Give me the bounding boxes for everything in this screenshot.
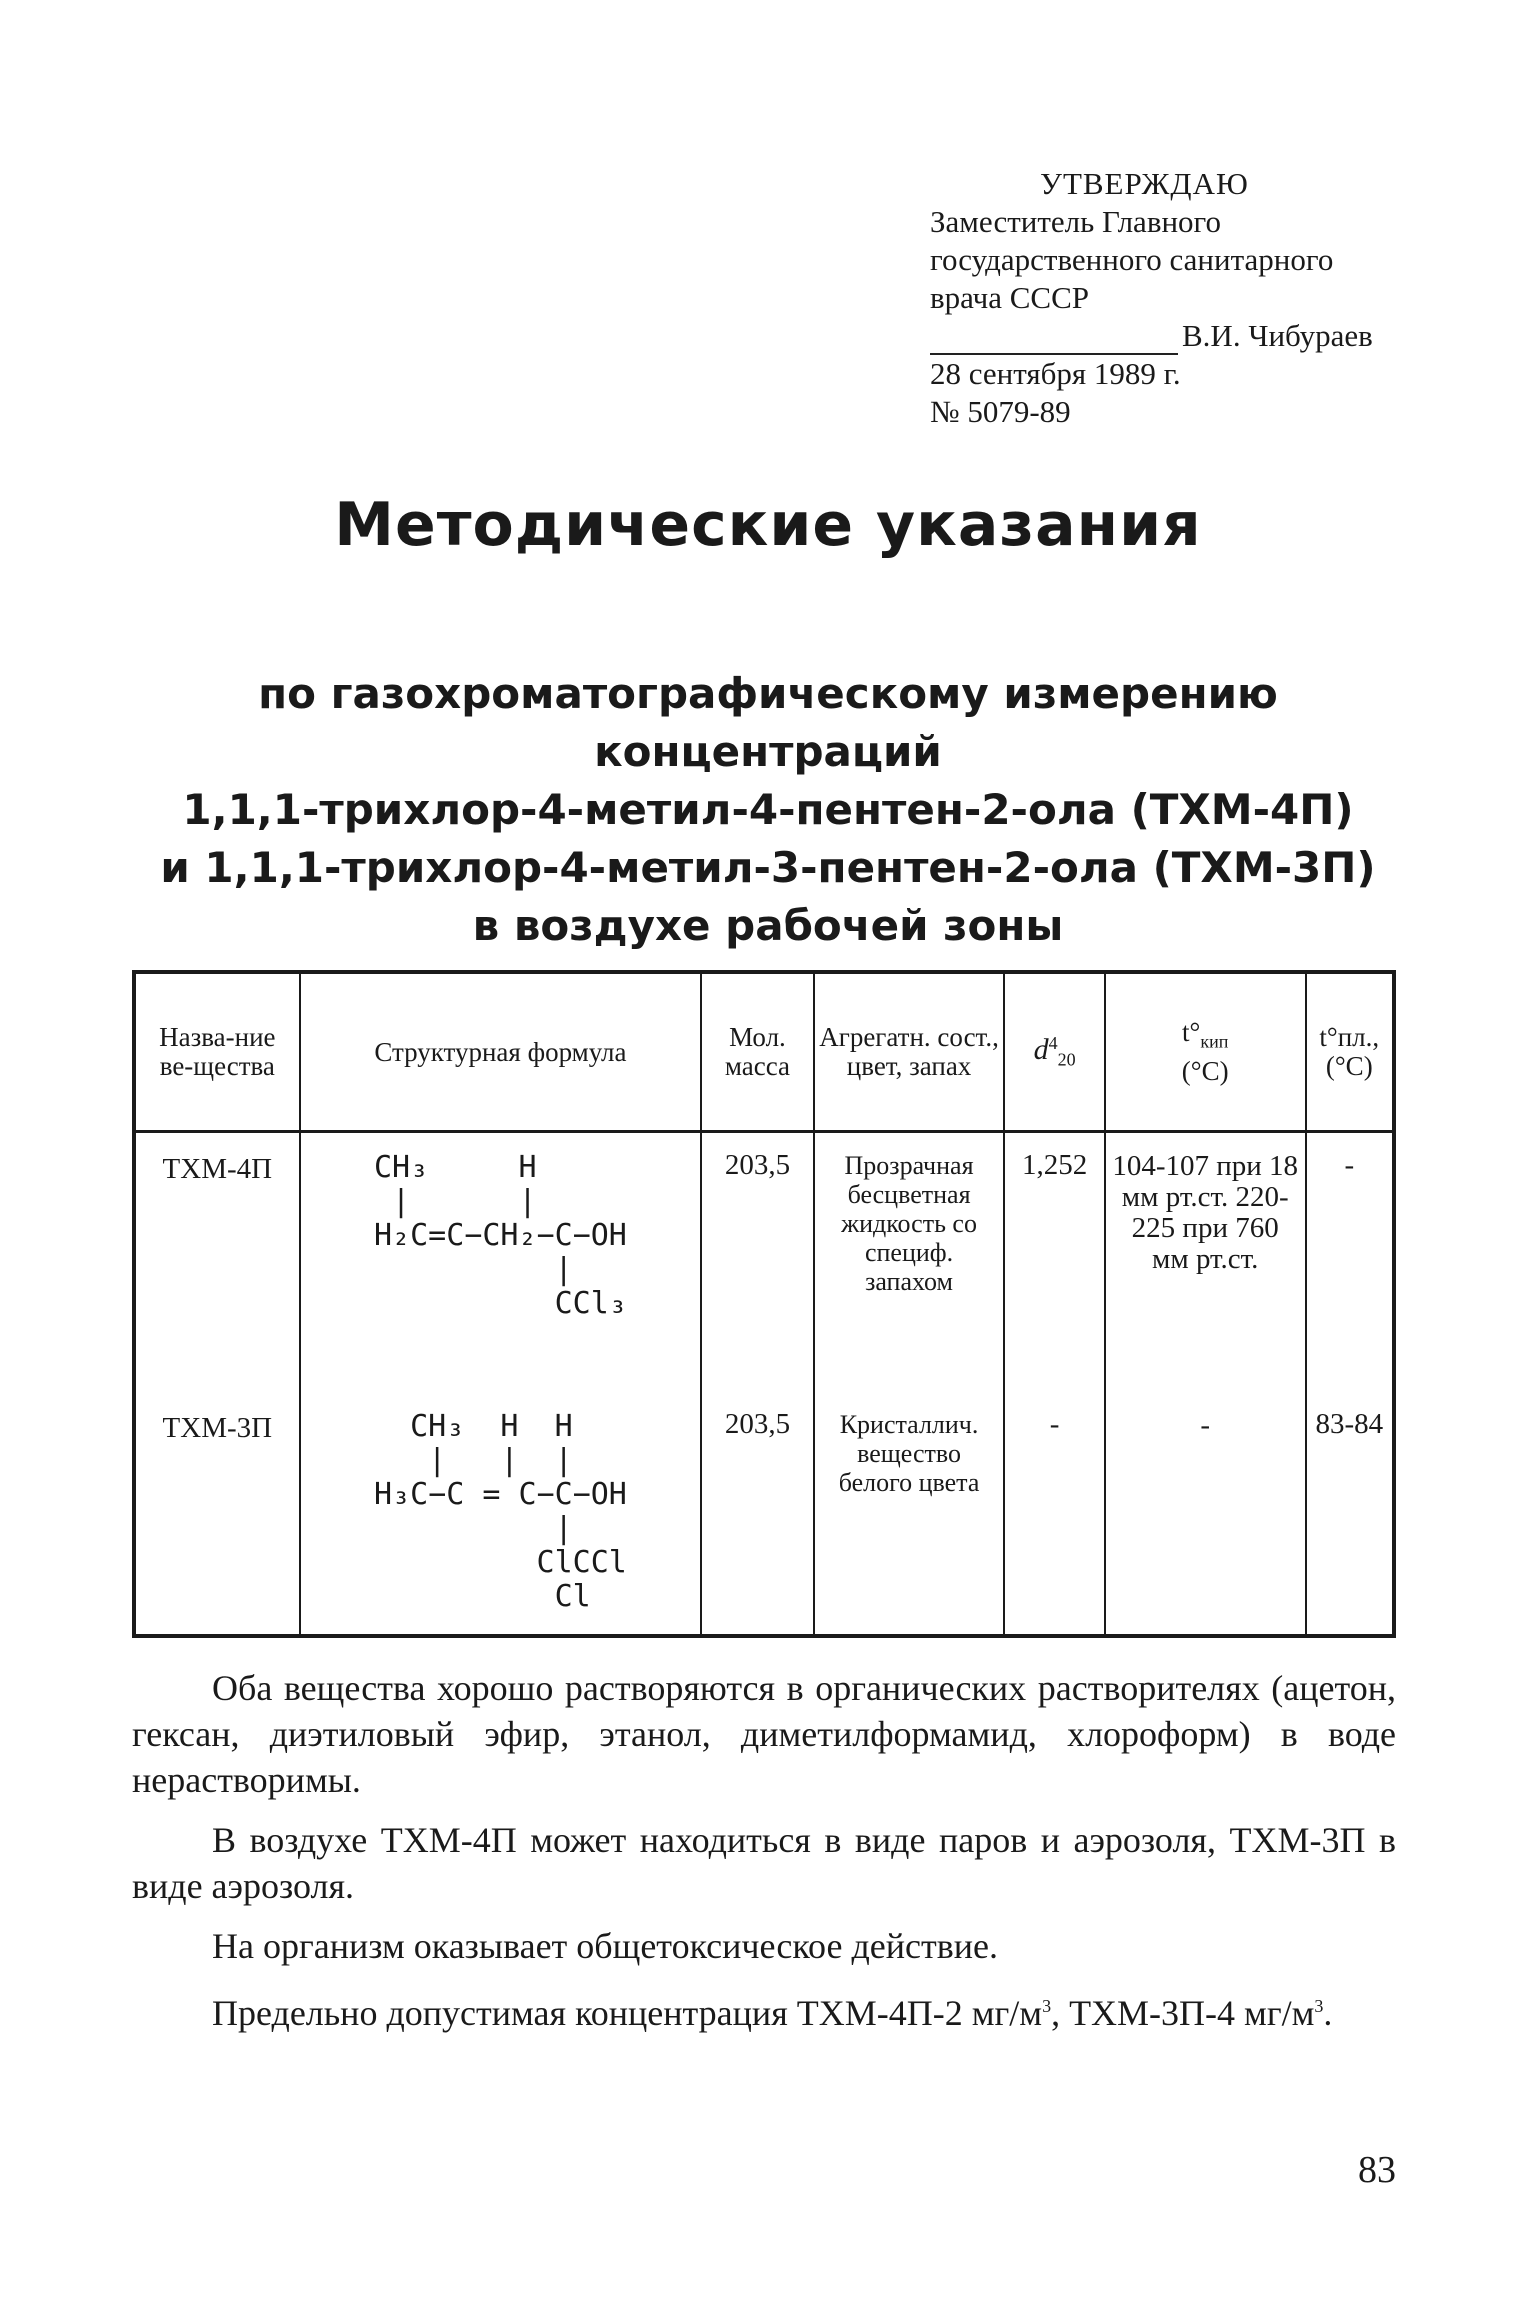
cell-name: ТХМ-4П [134, 1132, 300, 1392]
subtitle-line: 1,1,1-трихлор-4-метил-4-пентен-2-ола (ТХМ-4П) [182, 785, 1354, 834]
cell-boiling-point: 104-107 при 18 мм рт.ст. 220-225 при 760 мм рт.ст. [1105, 1132, 1306, 1392]
mpc-text: Предельно допустимая концентрация ТХМ-4П-2 мг/м [212, 1993, 1043, 2033]
structural-formula: CH₃ H H | | | H₃C−C = C−C−OH | ClCCl Cl [374, 1408, 627, 1614]
cell-name: ТХМ-3П [134, 1392, 300, 1637]
signer-name: В.И. Чибураев [1182, 318, 1373, 353]
table-row [134, 1392, 1394, 1637]
signature-line [930, 317, 1400, 355]
mpc-paragraph [132, 1983, 1396, 2036]
header-state: Агрегатн. сост., цвет, запах [814, 972, 1005, 1132]
mpc-text: , ТХМ-3П-4 мг/м [1051, 1993, 1315, 2033]
header-name: Назва-ние ве-щества [134, 972, 300, 1132]
cell-density: 1,252 [1004, 1132, 1104, 1392]
cell-formula [300, 1392, 702, 1637]
paragraph: На организм оказывает общетоксическое действие. [212, 1926, 998, 1966]
approval-number: № 5079-89 [930, 394, 1071, 429]
paragraph: Оба вещества хорошо растворяются в органических растворителях (ацетон, гексан, диэтиловый эфир, этанол, диметилформамид, хлороформ) в воде нерастворимы. [132, 1668, 1396, 1800]
approval-line: государственного санитарного [930, 242, 1334, 277]
signature-blank [930, 325, 1178, 355]
table-row [134, 1132, 1394, 1392]
mpc-text: . [1323, 1993, 1333, 2033]
approval-line: Заместитель Главного [930, 204, 1221, 239]
header-melting-point: t°пл., (°C) [1306, 972, 1394, 1132]
mpc-exponent: 3 [1314, 1996, 1324, 2016]
subtitle-line: по газохроматографическому измерению [258, 669, 1278, 718]
header-boiling-point [1105, 972, 1306, 1132]
cell-boiling-point: - [1105, 1392, 1306, 1637]
cell-molar-mass: 203,5 [701, 1132, 813, 1392]
cell-density: - [1004, 1392, 1104, 1637]
boil-symbol: t° [1182, 1017, 1201, 1048]
cell-state: Кристаллич. вещество белого цвета [814, 1392, 1005, 1637]
mpc-exponent: 3 [1042, 1996, 1052, 2016]
density-symbol: d [1033, 1033, 1049, 1067]
density-sup: 4 [1048, 1033, 1058, 1054]
header-molar-mass: Мол. масса [701, 972, 813, 1132]
approval-date: 28 сентября 1989 г. [930, 356, 1181, 391]
subtitle-line: концентраций [594, 727, 942, 776]
subtitle-line: в воздухе рабочей зоны [472, 901, 1064, 950]
properties-table [132, 970, 1396, 1638]
structural-formula: CH₃ H | | H₂C=C−CH₂−C−OH | CCl₃ [374, 1150, 627, 1321]
header-formula: Структурная формула [300, 972, 702, 1132]
cell-state: Прозрачная бесцветная жидкость со специф. запахом [814, 1132, 1005, 1392]
body-text [132, 1665, 1396, 2050]
approval-line: врача СССР [930, 280, 1090, 315]
table-header-row [134, 972, 1394, 1132]
paragraph: В воздухе ТХМ-4П может находиться в виде паров и аэрозоля, ТХМ-3П в виде аэрозоля. [132, 1820, 1396, 1906]
header-density [1004, 972, 1104, 1132]
subtitle-line: и 1,1,1-трихлор-4-метил-3-пентен-2-ола (ТХМ-3П) [160, 843, 1376, 892]
cell-formula [300, 1132, 702, 1392]
cell-molar-mass: 203,5 [701, 1392, 813, 1637]
approval-block [930, 165, 1400, 431]
cell-melting-point: - [1306, 1132, 1394, 1392]
document-subtitle [100, 665, 1436, 955]
density-sub: 20 [1057, 1049, 1076, 1070]
document-title: Методические указания [334, 490, 1202, 560]
boil-sub: кип [1200, 1031, 1229, 1052]
approval-heading: УТВЕРЖДАЮ [1040, 166, 1249, 201]
page-number: 83 [1358, 2149, 1396, 2191]
boil-unit: (°C) [1181, 1055, 1229, 1086]
cell-melting-point: 83-84 [1306, 1392, 1394, 1637]
